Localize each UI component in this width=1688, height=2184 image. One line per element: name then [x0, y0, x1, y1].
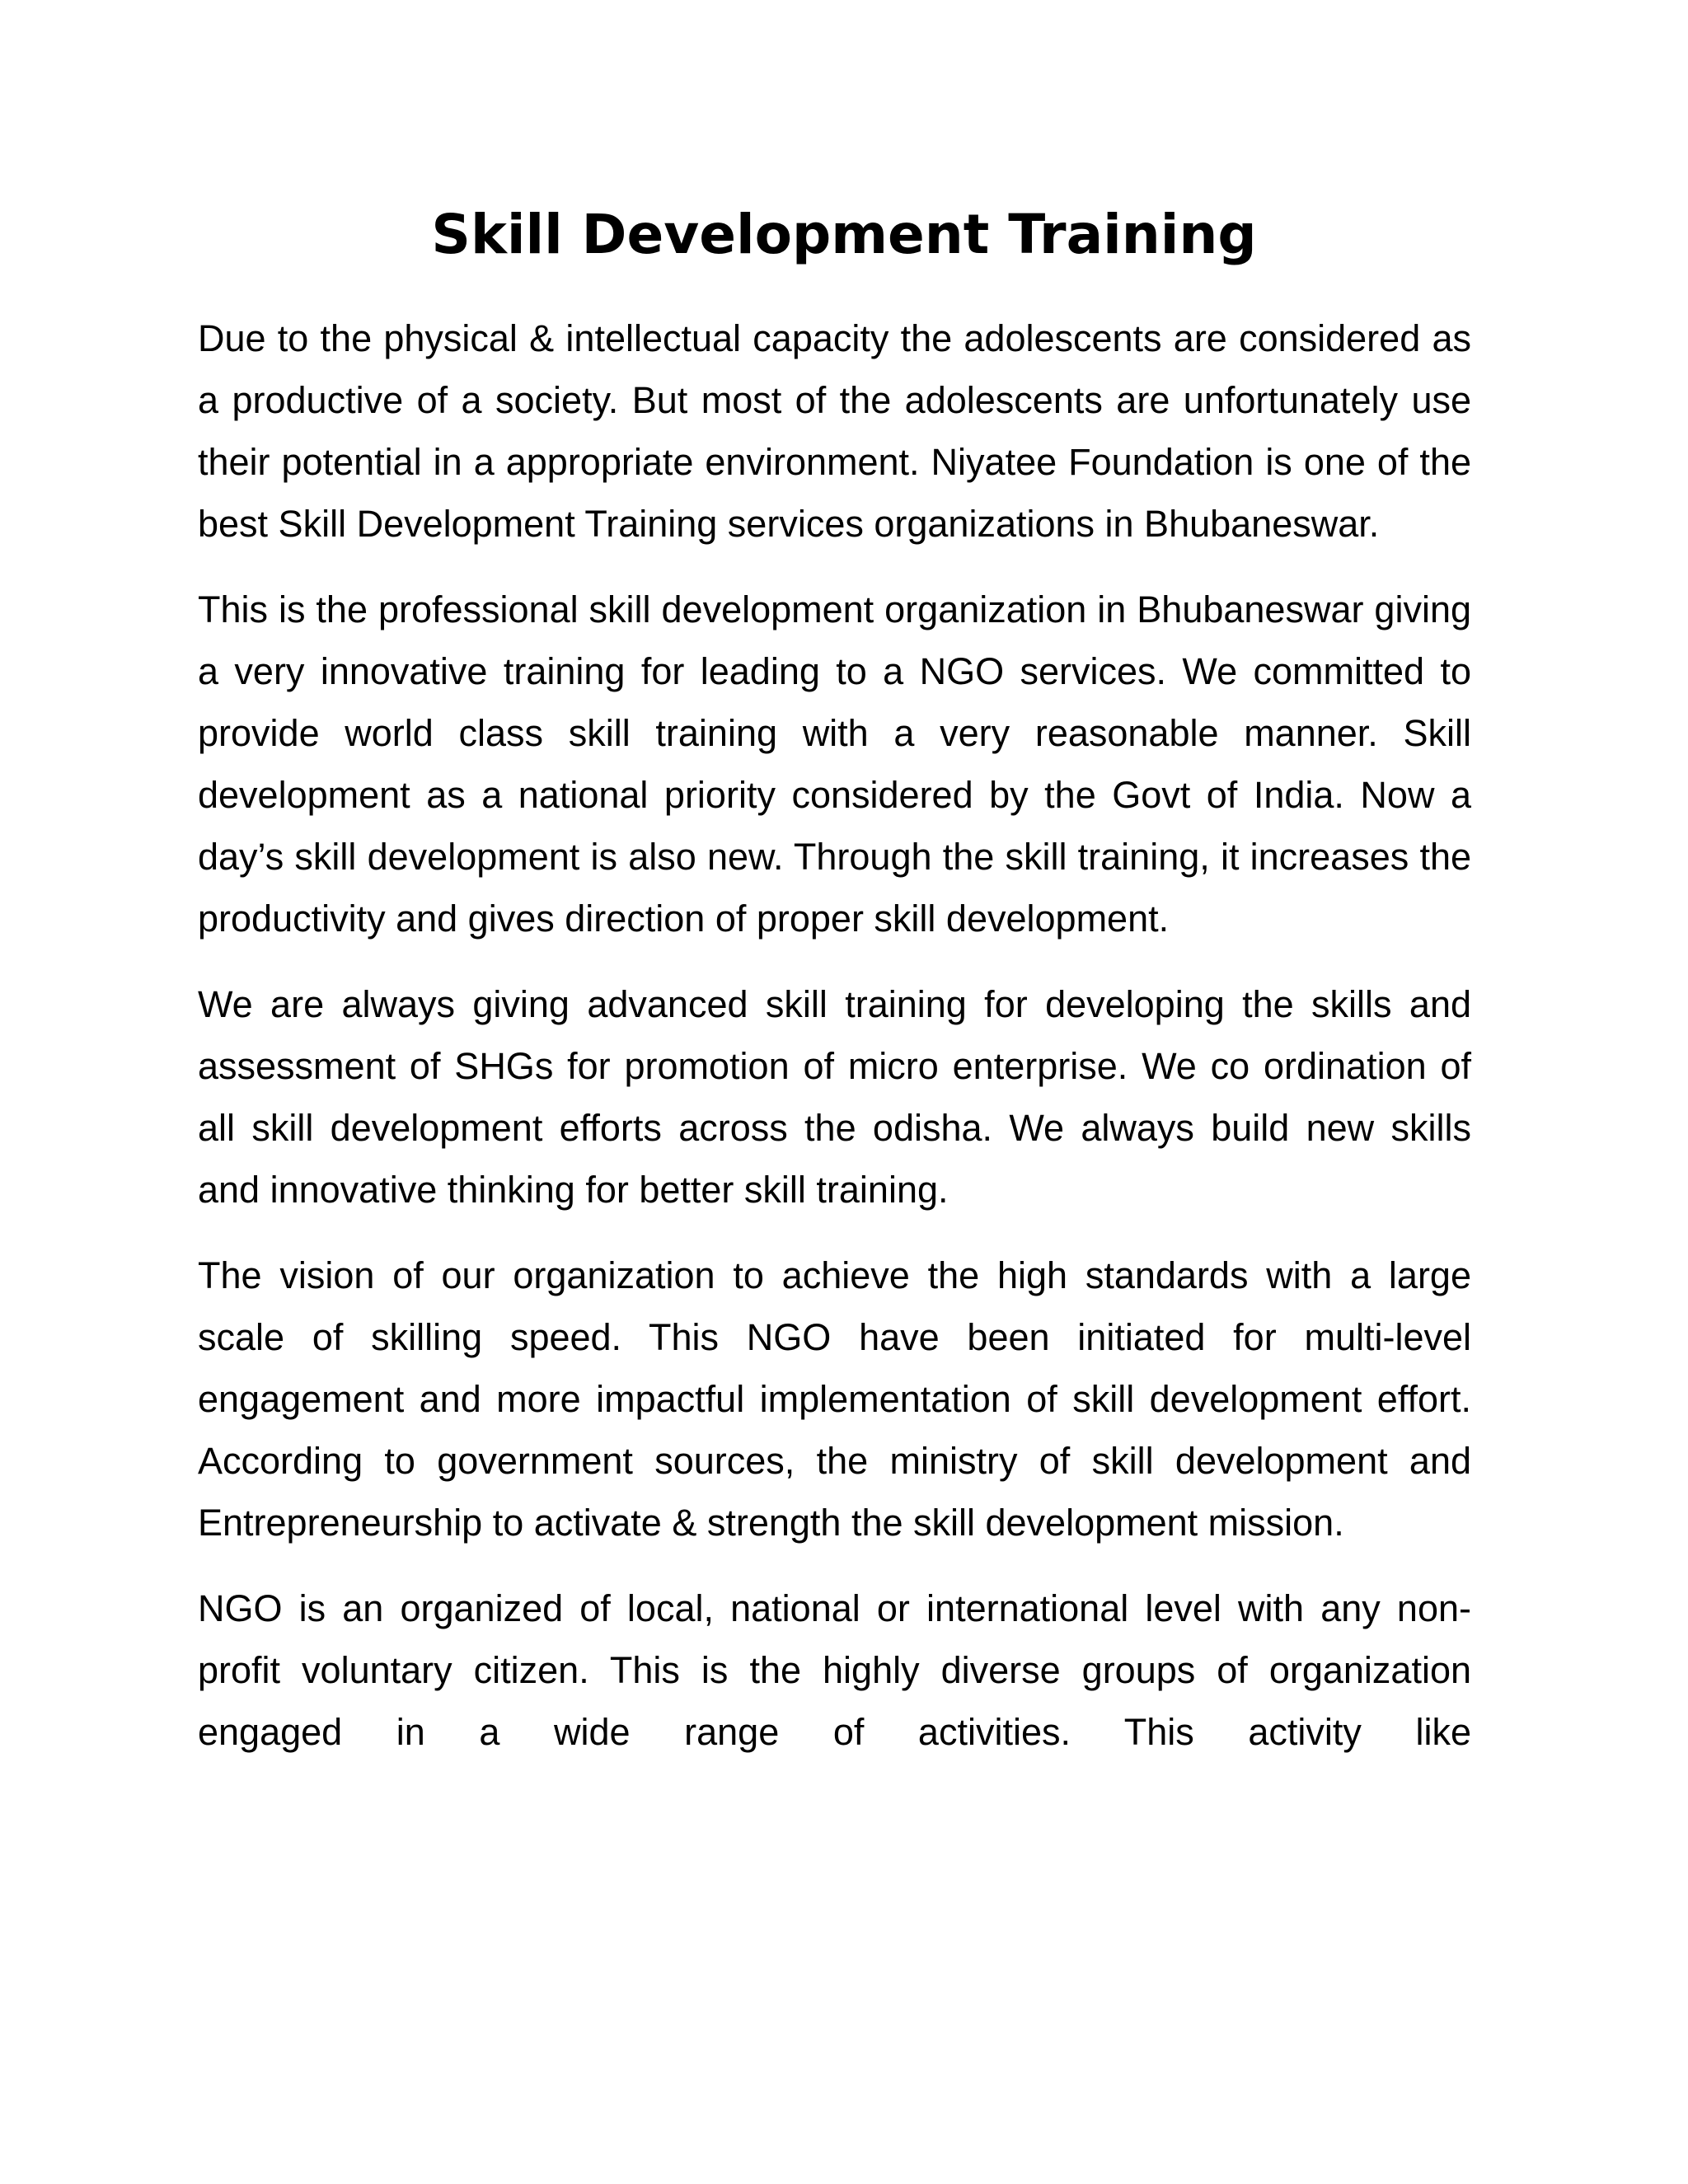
- paragraph-vision: The vision of our organization to achieve the high standards with a large scale of skilling speed. This NGO have been initiated for multi-level engagement and more impactful implementation of skill development effort. According to government sources, the ministry of skill development and Entrepreneurship to activate & strength the skill development mission.: [198, 1254, 1471, 1544]
- page-title: Skill Development Training: [431, 203, 1257, 266]
- paragraph-advanced-training: We are always giving advanced skill training for developing the skills and assessment of SHGs for promotion of micro enterprise. We co ordination of all skill development efforts across the odisha. We always build new skills and innovative thinking for better skill training.: [198, 983, 1471, 1211]
- document-body: [198, 307, 1471, 1763]
- paragraph-organization: This is the professional skill development organization in Bhubaneswar giving a very innovative training for leading to a NGO services. We committed to provide world class skill training with a very reasonable manner. Skill development as a national priority considered by the Govt of India. Now a day’s skill development is also new. Through the skill training, it increases the productivity and gives direction of proper skill development.: [198, 588, 1471, 940]
- paragraph-intro: Due to the physical & intellectual capacity the adolescents are considered as a productive of a society. But most of the adolescents are unfortunately use their potential in a appropriate environment. Niyatee Foundation is one of the best Skill Development Training services organizations in Bhubaneswar.: [198, 317, 1471, 545]
- paragraph-ngo-definition: NGO is an organized of local, national or international level with any non-profit voluntary citizen. This is the highly diverse groups of organization engaged in a wide range of activities. This activity like: [198, 1587, 1471, 1753]
